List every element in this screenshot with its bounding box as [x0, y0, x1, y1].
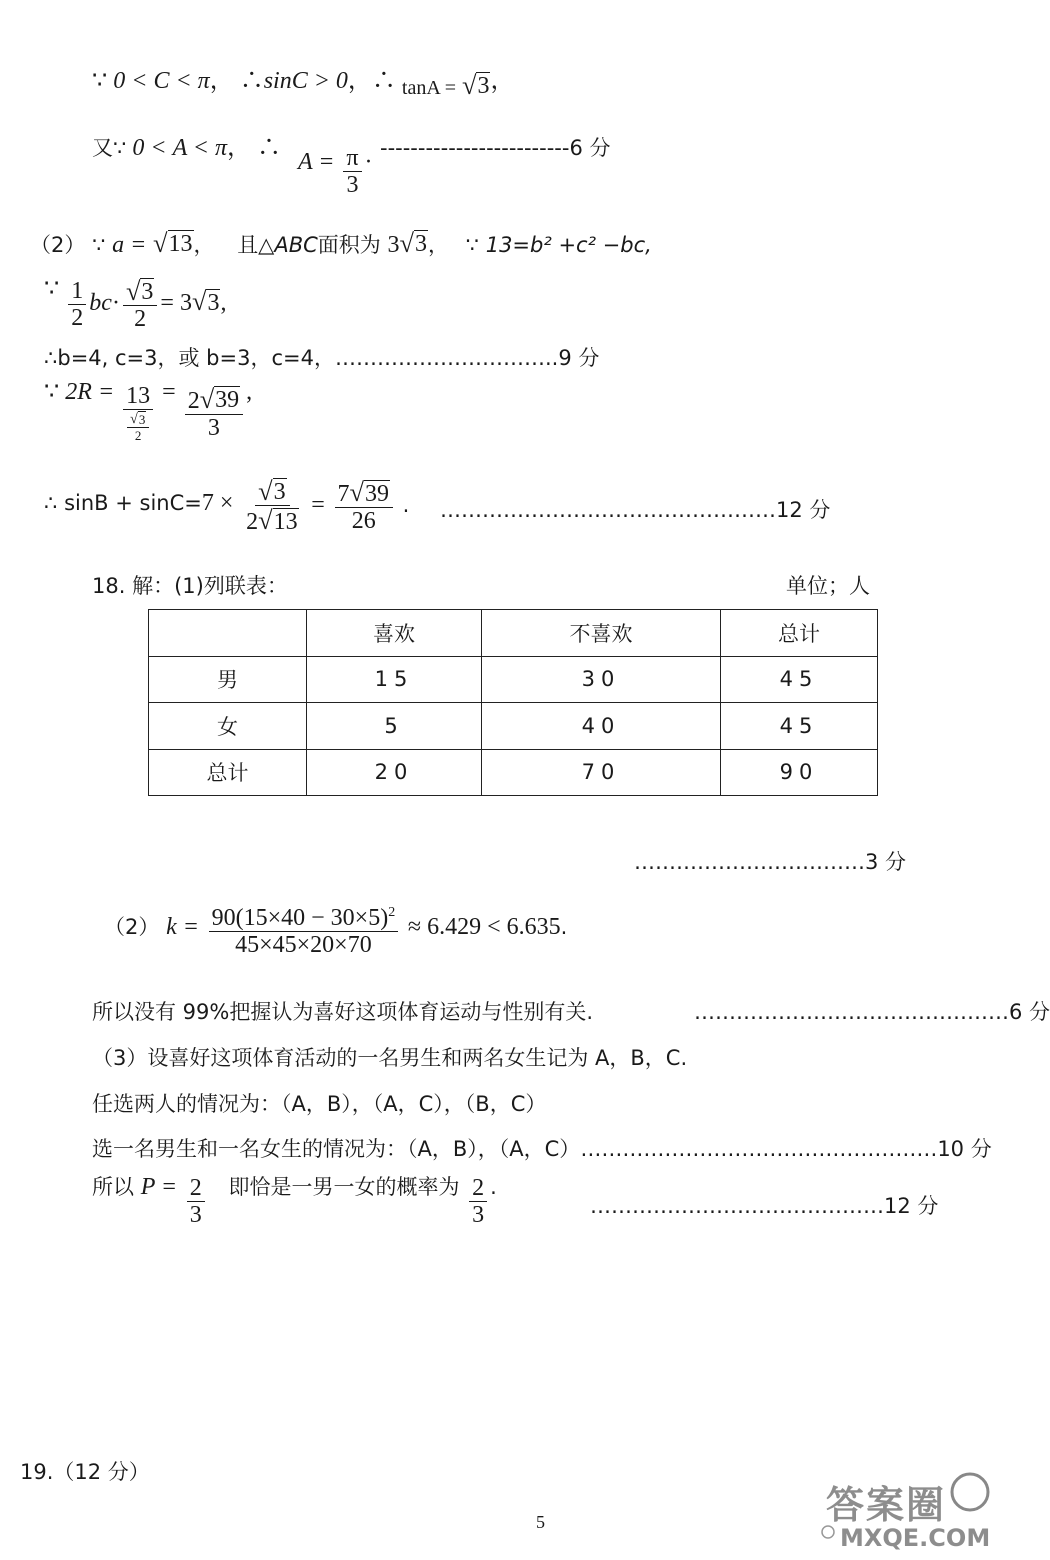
- line-part2-given: （2） ∵ a = √ 13 ， 且△ABC面积为 3 √ 3 ， ∵ 13=b² +c² −bc,: [30, 228, 652, 258]
- contingency-table: [148, 609, 878, 796]
- watermark-logo: [820, 1470, 995, 1555]
- part3-setup: （3）设喜好这项体育活动的一名男生和两名女生记为 A，B，C.: [92, 1046, 688, 1070]
- score-6-dashes: -------------------------6 分: [380, 136, 611, 160]
- one-each-line: 选一名男生和一名女生的情况为：（A，B），（A，C）……………………………………………10 分: [92, 1137, 992, 1161]
- conclusion-line: 所以没有 99%把握认为喜好这项体育运动与性别有关.: [92, 1000, 594, 1024]
- table-cell: 20: [307, 749, 482, 796]
- score-3: ……………………………3 分: [634, 850, 907, 874]
- line-circumradius: ∵ 2R = 13 √ 3 2 = 2 √ 39 3 ,: [44, 378, 253, 443]
- watermark-text-en: MXQE.COM: [840, 1524, 991, 1552]
- line-area-equation: ∵ $\frac{1}{2}$ bc· √ 3 2 = 3 √ 3 ,: [44, 276, 227, 333]
- page-number: 5: [536, 1512, 545, 1532]
- table-row: [149, 703, 878, 750]
- score-6: ………………………………………6 分: [694, 1000, 1050, 1024]
- probability-line: 所以 P = $\frac{2}{3}$ 即恰是一男一女的概率为 $\frac{2}{3}$ .: [92, 1173, 497, 1228]
- table-cell: 70: [482, 749, 721, 796]
- q18-title: 18. 解：(1)列联表：: [92, 574, 288, 598]
- table-row-label: 男: [149, 656, 307, 703]
- table-cell: 45: [721, 703, 878, 750]
- table-cell: 5: [307, 703, 482, 750]
- table-header-cell: 不喜欢: [482, 610, 721, 657]
- line-sinb-sinc: ∴ sinB + sinC=7 × √ 3 2 √ 13 = 7 √ 39 26 .: [44, 476, 410, 536]
- k-statistic-line: （2） k = $\frac{90(15\times 40 - 30\times 5)^2}{45\times 45\times 20\times 70}$ ≈ 6.429 < 6.635.: [104, 905, 568, 958]
- table-cell: 15: [307, 656, 482, 703]
- table-cell: 90: [721, 749, 878, 796]
- table-header-row: [149, 610, 878, 657]
- table-row-label: 总计: [149, 749, 307, 796]
- line-b-c-values: ∴b=4, c=3，或 b=3，c=4，…………………………..9 分: [44, 346, 600, 370]
- score-12-part2: …………………………………………12 分: [440, 498, 831, 522]
- table-row-label: 女: [149, 703, 307, 750]
- table-cell: 45: [721, 656, 878, 703]
- choose-two-line: 任选两人的情况为：（A，B），（A，C），（B，C）: [92, 1092, 547, 1116]
- watermark-text-cn: 答案圈: [826, 1483, 947, 1527]
- line-a-equals-pi-over-3: 又∵ 0 < A < π， ∴: [92, 135, 282, 161]
- line-sinc-tan: ∵ 0 < C < π， ∴sinC > 0，∴ $_{tanA =}$ √ 3 ，: [92, 68, 515, 100]
- fraction-a-pi-3: A = $\frac{\pi}{3}$ ·: [298, 145, 373, 198]
- table-header-cell: [149, 610, 307, 657]
- table-header-cell: 喜欢: [307, 610, 482, 657]
- table-row: [149, 656, 878, 703]
- table-cell: 40: [482, 703, 721, 750]
- table-row: [149, 749, 878, 796]
- q19-heading: 19.（12 分）: [20, 1460, 150, 1484]
- table-header-cell: 总计: [721, 610, 878, 657]
- q18-unit: 单位；人: [786, 574, 870, 598]
- table-cell: 30: [482, 656, 721, 703]
- score-12: ……………………………………12 分: [590, 1194, 939, 1218]
